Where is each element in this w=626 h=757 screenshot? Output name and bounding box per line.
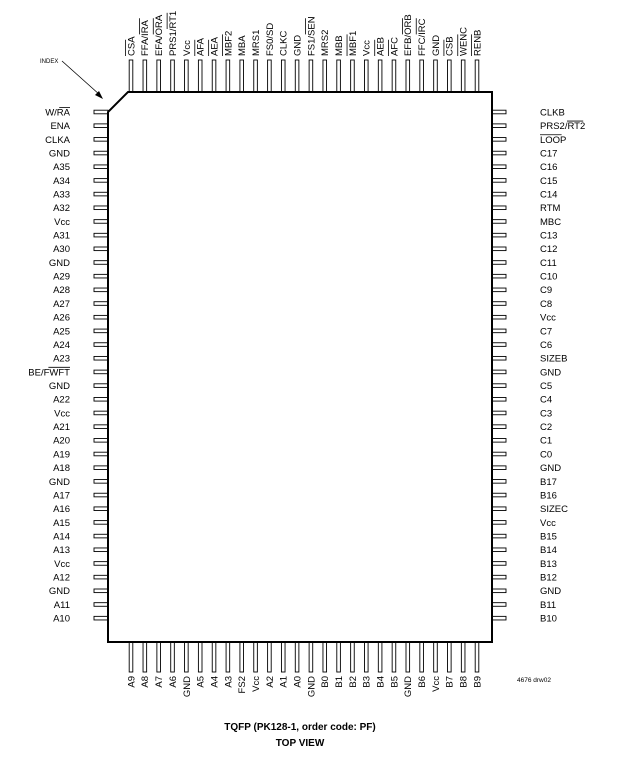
pin-name: EFA/ORA (154, 14, 166, 56)
pin-name: B10 (540, 613, 557, 625)
pin-name: C5 (540, 381, 553, 392)
pin-name: C17 (540, 148, 558, 160)
pin-name: A9 (126, 676, 138, 688)
pin-lead (94, 192, 108, 196)
pin-lead (309, 60, 313, 92)
pin-lead (492, 315, 506, 319)
pin-name: A23 (53, 353, 70, 365)
pin-name: A14 (53, 531, 70, 543)
pin-name: A3 (223, 676, 235, 688)
pin-lead (492, 220, 506, 224)
pin-name: Vcc (540, 517, 556, 529)
pin-lead (492, 603, 506, 607)
pin-lead (94, 439, 108, 443)
pin-name: Vcc (430, 676, 442, 692)
pin-name: C14 (540, 189, 558, 201)
pin-lead (94, 356, 108, 360)
pin-name: C16 (540, 162, 558, 174)
pin-lead (492, 124, 506, 128)
pin-lead (212, 642, 216, 672)
pin-lead (492, 261, 506, 265)
pin-lead (492, 288, 506, 292)
pin-lead (492, 384, 506, 388)
pin-lead (364, 60, 368, 92)
pin-lead (406, 60, 410, 92)
pin-name: B7 (444, 676, 456, 688)
pin-name: C9 (540, 285, 553, 297)
pin-name: FFC/IRC (417, 18, 429, 56)
pin-name: FFA/IRA (140, 20, 152, 56)
pin-name: C12 (540, 244, 558, 256)
pin-name: A15 (53, 517, 70, 529)
pin-lead (492, 192, 506, 196)
pin-lead (351, 60, 355, 92)
pin-lead (392, 642, 396, 672)
pin-name: B2 (347, 676, 359, 688)
pin-name: C3 (540, 408, 553, 420)
pin-lead (492, 507, 506, 511)
pin-lead (323, 642, 327, 672)
pin-name: A20 (53, 435, 70, 447)
pin-lead (461, 642, 465, 672)
pin-name: GND (540, 586, 562, 598)
pin-lead (448, 60, 452, 92)
pin-name: A11 (53, 599, 70, 611)
pin-lead (323, 60, 327, 92)
pin-name: MBA (237, 35, 249, 56)
pin-name: A2 (264, 676, 276, 688)
pin-lead (492, 110, 506, 114)
pin-lead (94, 206, 108, 210)
pin-lead (94, 452, 108, 456)
pin-lead (492, 302, 506, 306)
pin-name: B13 (540, 558, 557, 570)
pin-lead (94, 411, 108, 415)
pin-lead (281, 642, 285, 672)
index-pointer (62, 61, 100, 95)
pin-name: PRS2/RT2 (540, 121, 586, 133)
pin-name: MBC (540, 216, 562, 228)
pin-name: A5 (195, 676, 207, 688)
pin-name: Vcc (540, 312, 556, 324)
pin-name: Vcc (54, 408, 70, 420)
drawing-ref-code: 4676 drw02 (517, 677, 551, 684)
pin-name: ENA (50, 121, 70, 133)
pin-lead (351, 642, 355, 672)
pin-lead (492, 370, 506, 374)
pin-name: MBB (334, 35, 345, 56)
pin-name: A26 (53, 312, 70, 324)
pin-lead (492, 616, 506, 620)
pin-name: A35 (53, 162, 70, 174)
pin-name: B12 (540, 572, 557, 584)
pin-lead (94, 247, 108, 251)
pin-lead (492, 425, 506, 429)
pin-lead (94, 603, 108, 607)
pin-name: CLKB (540, 107, 565, 119)
pin-name: GND (540, 463, 562, 475)
pin-name: B5 (389, 676, 401, 688)
pin-name: A21 (53, 422, 70, 434)
pin-lead (420, 60, 424, 92)
pin-lead (492, 480, 506, 484)
pin-name: PRS1/RT1 (167, 10, 179, 56)
pin-name: A34 (53, 175, 70, 187)
pin-name: A16 (53, 504, 70, 516)
pin-lead (492, 493, 506, 497)
pin-name: B6 (417, 676, 429, 688)
pin-lead (94, 480, 108, 484)
pin-lead (143, 60, 147, 92)
pin-name: A24 (53, 339, 70, 351)
pin-lead (157, 642, 161, 672)
pin-name: CLKA (45, 134, 70, 146)
pin-lead (254, 60, 258, 92)
pin-lead (492, 521, 506, 525)
pin-name: Vcc (250, 676, 262, 692)
pin-name: MBF2 (223, 30, 235, 56)
pin-lead (492, 397, 506, 401)
pin-lead (129, 60, 133, 92)
pin-name: RTM (540, 203, 561, 215)
pin-lead (461, 60, 465, 92)
pin-lead (94, 425, 108, 429)
pin-lead (129, 642, 133, 672)
pin-lead (94, 397, 108, 401)
pin-name: A1 (278, 676, 290, 688)
pin-lead (309, 642, 313, 672)
pin-name: FS0/SD (264, 22, 276, 56)
pin-name: B14 (540, 545, 557, 557)
pin-name: A19 (53, 449, 70, 461)
pin-name: MRS1 (250, 29, 262, 56)
pin-name: A32 (53, 203, 70, 215)
pin-lead (94, 302, 108, 306)
pin-name: A6 (167, 676, 179, 688)
pin-lead (378, 60, 382, 92)
pin-name: B1 (334, 676, 345, 688)
pin-name: GND (306, 676, 318, 698)
pin-lead (157, 60, 161, 92)
pin-name: FS1/SEN (306, 16, 318, 56)
pin-name: AFA (195, 38, 207, 56)
pin-name: B16 (540, 490, 557, 502)
pin-name: SIZEB (540, 353, 568, 365)
pin-name: Vcc (54, 558, 70, 570)
pin-lead (94, 343, 108, 347)
pin-name: A7 (154, 676, 166, 688)
pin-name: A27 (53, 298, 70, 310)
pin-lead (434, 642, 438, 672)
pin-name: AEA (209, 36, 221, 56)
pin-lead (492, 165, 506, 169)
pin-lead (254, 642, 258, 672)
pin-name: SIZEC (540, 504, 568, 516)
pin-lead (392, 60, 396, 92)
pin-lead (185, 642, 189, 672)
view-label: TOP VIEW (275, 738, 325, 749)
pin-lead (492, 452, 506, 456)
pin-name: C11 (540, 257, 557, 269)
pin-name: A28 (53, 285, 70, 297)
pin-name: AFC (389, 37, 401, 56)
pin-name: GND (48, 257, 70, 269)
pin-name: C13 (540, 230, 558, 242)
pin-name: GND (292, 34, 304, 56)
pin-name: B4 (375, 676, 387, 688)
pin-name: B3 (361, 676, 373, 688)
pin-lead (198, 642, 202, 672)
pin-lead (364, 642, 368, 672)
pin-lead (94, 110, 108, 114)
pin-lead (94, 589, 108, 593)
pin-name: C6 (540, 339, 553, 351)
pin-lead (240, 642, 244, 672)
pin-name: C0 (540, 449, 553, 461)
pin-lead (94, 138, 108, 142)
pin-lead (492, 589, 506, 593)
pin-name: C7 (540, 326, 553, 338)
pin-lead (492, 411, 506, 415)
pin-name: C10 (540, 271, 558, 283)
pin-name: Vcc (181, 40, 193, 56)
pin-name: A29 (53, 271, 70, 283)
pin-lead (94, 274, 108, 278)
pin-name: B17 (540, 476, 557, 488)
pin-lead (492, 562, 506, 566)
pin-lead (492, 233, 506, 237)
pin-lead (492, 274, 506, 278)
pin-name: GND (48, 476, 70, 488)
pin-lead (492, 138, 506, 142)
pin-name: B15 (540, 531, 557, 543)
pin-name: B11 (540, 599, 557, 611)
pin-lead (94, 370, 108, 374)
pin-lead (198, 60, 202, 92)
pin-name: A25 (53, 326, 70, 338)
pin-lead (492, 439, 506, 443)
pin-lead (492, 548, 506, 552)
pin-lead (94, 179, 108, 183)
pin-name: C4 (540, 394, 553, 406)
pin-lead (94, 521, 108, 525)
pin-name: C2 (540, 422, 553, 434)
pin-name: C1 (540, 435, 553, 447)
chip-body-outline (108, 92, 492, 642)
pin-name: A22 (53, 394, 70, 406)
pin-lead (94, 233, 108, 237)
pin-lead (448, 642, 452, 672)
pin-lead (492, 466, 506, 470)
pin-name: GND (181, 676, 193, 698)
pin-name: MRS2 (320, 29, 332, 56)
pin-lead (492, 206, 506, 210)
pin-lead (434, 60, 438, 92)
index-label: INDEX (40, 59, 59, 65)
pin-lead (420, 642, 424, 672)
pin-lead (337, 642, 341, 672)
pin-lead (94, 315, 108, 319)
pin-name: EFB/ORB (403, 14, 415, 56)
pin-lead (171, 642, 175, 672)
pin-lead (94, 261, 108, 265)
pin-lead (94, 616, 108, 620)
index-arrowhead (95, 91, 103, 99)
pin-name: CLKC (278, 30, 290, 56)
pin-name: GND (48, 586, 70, 598)
pin-lead (492, 151, 506, 155)
pin-name: A12 (53, 572, 70, 584)
pin-lead (94, 329, 108, 333)
pin-lead (268, 642, 272, 672)
pin-name: AEB (375, 36, 387, 56)
pin-lead (475, 60, 479, 92)
pin-name: GND (48, 381, 70, 392)
pin-name: BE/FWFT (28, 367, 70, 379)
pin-lead (94, 466, 108, 470)
package-caption: TQFP (PK128-1, order code: PF) (224, 722, 376, 733)
pin-lead (492, 534, 506, 538)
pin-lead (492, 343, 506, 347)
pin-name: GND (48, 148, 70, 160)
pin-lead (94, 384, 108, 388)
pin-lead (94, 534, 108, 538)
pin-name: A8 (140, 676, 152, 688)
pin-lead (492, 575, 506, 579)
pin-name: CSA (126, 36, 138, 56)
pin-lead (406, 642, 410, 672)
pin-lead (226, 60, 230, 92)
pin-name: A18 (53, 463, 70, 475)
pin-lead (295, 60, 299, 92)
pin-name: B8 (458, 676, 470, 688)
pin-name: LOOP (540, 134, 567, 146)
pin-name: A30 (53, 244, 70, 256)
pin-lead (171, 60, 175, 92)
pin-lead (94, 548, 108, 552)
pin-lead (94, 493, 108, 497)
pin-name: Vcc (54, 216, 70, 228)
pin-lead (94, 288, 108, 292)
pin-lead (94, 562, 108, 566)
pin-lead (281, 60, 285, 92)
pin-lead (240, 60, 244, 92)
pin-name: A17 (53, 490, 70, 502)
pin-name: W/RA (45, 107, 70, 119)
pin-name: B0 (320, 676, 332, 688)
pin-lead (94, 165, 108, 169)
pin-name: CSB (444, 36, 456, 56)
pin-name: GND (403, 676, 415, 698)
pin-lead (143, 642, 147, 672)
pin-lead (212, 60, 216, 92)
pin-lead (94, 507, 108, 511)
pin-lead (295, 642, 299, 672)
pin-lead (337, 60, 341, 92)
pin-name: GND (540, 367, 562, 379)
pin-lead (492, 329, 506, 333)
pin-name: RENB (472, 29, 484, 56)
pin-lead (475, 642, 479, 672)
pin-name: GND (430, 34, 442, 56)
pin-lead (185, 60, 189, 92)
pin-name: A13 (53, 545, 70, 557)
pin-name: A4 (209, 676, 221, 688)
pin-lead (378, 642, 382, 672)
pin-lead (492, 247, 506, 251)
pin-lead (492, 179, 506, 183)
pin-lead (268, 60, 272, 92)
pin-name: C8 (540, 298, 553, 310)
pin-name: WENC (458, 26, 470, 56)
pin-name: A33 (53, 189, 70, 201)
pin-lead (226, 642, 230, 672)
pin-name: MBF1 (347, 30, 359, 56)
pin-name: Vcc (361, 40, 373, 56)
pin-name: A31 (53, 230, 70, 242)
pin-name: B9 (472, 676, 484, 688)
pin-lead (94, 575, 108, 579)
pin-name: C15 (540, 175, 558, 187)
pin-lead (94, 124, 108, 128)
pin-lead (492, 356, 506, 360)
pin-name: A0 (292, 676, 304, 688)
pin-lead (94, 151, 108, 155)
pin-name: FS2 (237, 676, 249, 694)
pin-lead (94, 220, 108, 224)
pin-name: A10 (53, 613, 70, 625)
